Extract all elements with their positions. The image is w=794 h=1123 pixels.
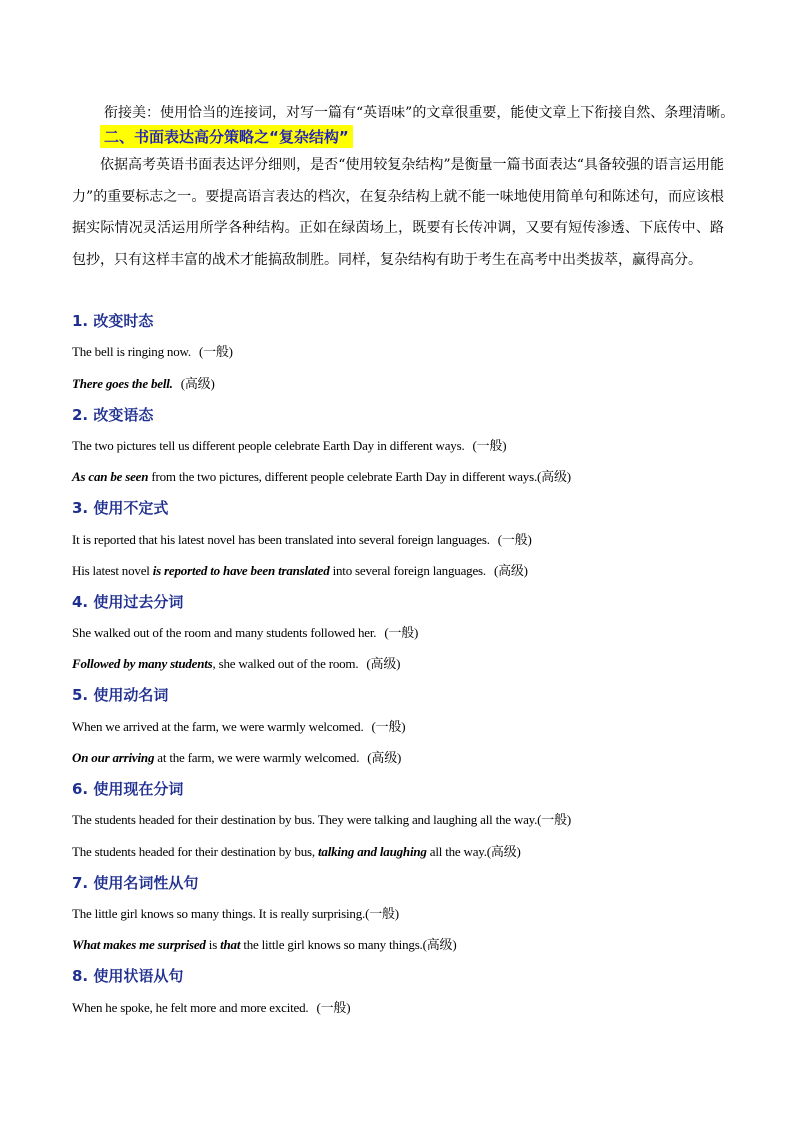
example-advanced-4	[72, 653, 400, 672]
example-text: all the way.	[426, 844, 487, 859]
emphasis-text: that	[220, 937, 241, 952]
example-text: She walked out of the room and many students followed her.	[72, 625, 377, 640]
example-basic-8	[72, 997, 350, 1016]
example-text: When we arrived at the farm, we were warmly welcomed.	[72, 719, 364, 734]
example-text: the little girl knows so many things.	[240, 937, 423, 952]
emphasis-text: As can be seen	[72, 469, 149, 484]
level-label: (一般)	[472, 438, 507, 453]
example-basic-3	[72, 529, 532, 548]
emphasis-text: Followed by many students	[72, 656, 213, 671]
example-basic-1	[72, 341, 233, 360]
example-text: at the farm, we were warmly welcomed.	[154, 750, 360, 765]
example-text: The students headed for their destination by bus,	[72, 844, 318, 859]
level-label: (高级)	[366, 656, 401, 671]
item-heading-4: 4. 使用过去分词	[72, 593, 184, 611]
item-heading-7: 7. 使用名词性从句	[72, 874, 199, 892]
level-label: (一般)	[384, 625, 419, 640]
example-advanced-1	[72, 373, 215, 392]
section-title: 二、书面表达高分策略之“复杂结构”	[100, 125, 353, 148]
level-label: (高级)	[493, 563, 528, 578]
emphasis-text: What makes me surprised	[72, 937, 206, 952]
level-label: (高级)	[537, 469, 571, 484]
example-text: The two pictures tell us different people celebrate Earth Day in different ways.	[72, 438, 465, 453]
level-label: (一般)	[316, 1000, 351, 1015]
level-label: (高级)	[180, 376, 215, 391]
level-label: (高级)	[486, 844, 521, 859]
example-basic-7	[72, 903, 399, 922]
example-advanced-5	[72, 747, 401, 766]
example-text: When he spoke, he felt more and more excited.	[72, 1000, 309, 1015]
item-heading-6: 6. 使用现在分词	[72, 780, 184, 798]
level-label: (一般)	[198, 344, 233, 359]
example-text: The students headed for their destination by bus. They were talking and laughing all the way.	[72, 812, 538, 827]
example-text: It is reported that his latest novel has been translated into several foreign languages.	[72, 532, 490, 547]
example-advanced-3	[72, 560, 528, 579]
example-basic-4	[72, 622, 418, 641]
example-text: , she walked out of the room.	[212, 656, 359, 671]
item-heading-8: 8. 使用状语从句	[72, 967, 184, 985]
example-advanced-2	[72, 466, 571, 485]
item-heading-2: 2. 改变语态	[72, 406, 154, 424]
example-text: The bell is ringing now.	[72, 344, 191, 359]
example-advanced-6	[72, 841, 521, 860]
example-basic-6	[72, 809, 571, 828]
emphasis-text: talking and laughing	[317, 844, 427, 859]
item-heading-3: 3. 使用不定式	[72, 499, 169, 517]
emphasis-text: There goes the bell.	[72, 376, 173, 391]
example-text: from the two pictures, different people celebrate Earth Day in different ways.	[148, 469, 538, 484]
level-label: (高级)	[367, 750, 402, 765]
level-label: (一般)	[365, 906, 399, 921]
item-heading-1: 1. 改变时态	[72, 312, 154, 330]
level-label: (一般)	[537, 812, 572, 827]
level-label: (一般)	[497, 532, 532, 547]
intro-text: 衔接美：使用恰当的连接词，对写一篇有“英语味”的文章很重要，能使文章上下衔接自然、条理清晰。	[104, 105, 735, 121]
example-basic-5	[72, 716, 405, 735]
level-label: (高级)	[422, 937, 457, 952]
item-heading-5: 5. 使用动名词	[72, 686, 169, 704]
example-basic-2	[72, 435, 506, 454]
example-text: His latest novel	[72, 563, 153, 578]
emphasis-text: On our arriving	[72, 750, 155, 765]
emphasis-text: is reported to have been translated	[152, 563, 330, 578]
level-label: (一般)	[371, 719, 406, 734]
example-text: is	[205, 937, 221, 952]
example-text: The little girl knows so many things. It is really surprising.	[72, 906, 366, 921]
example-text: into several foreign languages.	[329, 563, 486, 578]
section-paragraph: 依据高考英语书面表达评分细则，是否“使用较复杂结构”是衡量一篇书面表达“具备较强的语言运用能力”的重要标志之一。要提高语言表达的档次，在复杂结构上就不能一味地使用简单句和陈述句，而应该根据实际情况灵活运用所学各种结构。正如在绿茵场上，既要有长传冲调，又要有短传渗透、下底传中、路包抄，只有这样丰富的战术才能搞敌制胜。同样，复杂结构有助于考生在高考中出类拔萃，赢得高分。	[72, 157, 724, 268]
example-advanced-7	[72, 934, 456, 953]
